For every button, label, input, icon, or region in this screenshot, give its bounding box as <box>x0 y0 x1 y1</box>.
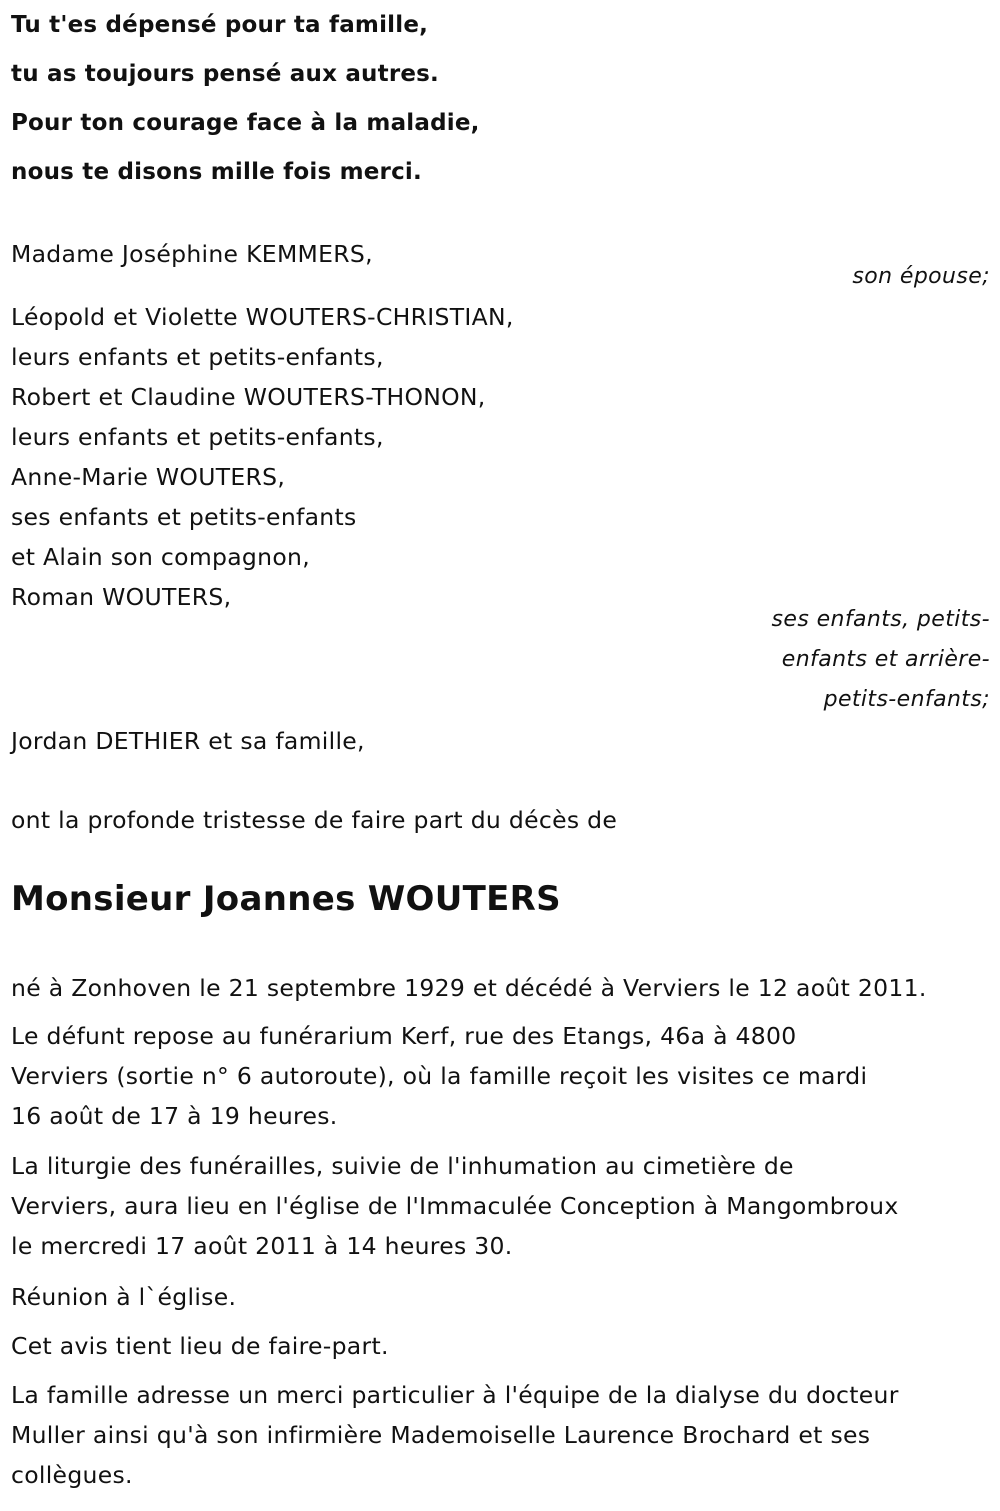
poem-line-4: nous te disons mille fois merci. <box>11 159 422 185</box>
children-relation-line: ses enfants, petits- <box>771 607 990 632</box>
thanks-line: La famille adresse un merci particulier à l'équipe de la dialyse du docteur <box>11 1381 899 1409</box>
children-relation-line: petits-enfants; <box>823 687 990 712</box>
liturgy-line: Verviers, aura lieu en l'église de l'Immaculée Conception à Mangombroux <box>11 1192 899 1220</box>
liturgy-paragraph <box>11 1146 1000 1266</box>
meeting-text: Réunion à l`église. <box>11 1283 237 1311</box>
thanks-line: collègues. <box>11 1461 133 1489</box>
notice-text: Cet avis tient lieu de faire-part. <box>11 1332 389 1360</box>
other-family: Jordan DETHIER et sa famille, <box>11 727 365 755</box>
liturgy-line: La liturgie des funérailles, suivie de l'inhumation au cimetière de <box>11 1152 794 1180</box>
thanks-paragraph <box>11 1375 1000 1495</box>
thanks-line: Muller ainsi qu'à son infirmière Mademoiselle Laurence Brochard et ses <box>11 1421 871 1449</box>
family-line: Léopold et Violette WOUTERS-CHRISTIAN, <box>11 303 514 331</box>
funerarium-line: Verviers (sortie n° 6 autoroute), où la famille reçoit les visites ce mardi <box>11 1062 868 1090</box>
poem-line-3: Pour ton courage face à la maladie, <box>11 110 480 136</box>
spouse-name: Madame Joséphine KEMMERS, <box>11 240 373 268</box>
announcement-text: ont la profonde tristesse de faire part du décès de <box>11 806 618 834</box>
spouse-relation: son épouse; <box>852 264 990 289</box>
family-line: leurs enfants et petits-enfants, <box>11 423 384 451</box>
children-relation-line: enfants et arrière- <box>781 647 990 672</box>
family-line: et Alain son compagnon, <box>11 543 310 571</box>
family-line: Anne-Marie WOUTERS, <box>11 463 286 491</box>
family-line: leurs enfants et petits-enfants, <box>11 343 384 371</box>
funerarium-line: 16 août de 17 à 19 heures. <box>11 1102 338 1130</box>
funerarium-paragraph <box>11 1016 1000 1136</box>
family-line: ses enfants et petits-enfants <box>11 503 357 531</box>
family-line: Roman WOUTERS, <box>11 583 232 611</box>
funerarium-line: Le défunt repose au funérarium Kerf, rue des Etangs, 46a à 4800 <box>11 1022 797 1050</box>
poem-line-2: tu as toujours pensé aux autres. <box>11 61 439 87</box>
poem-line-1: Tu t'es dépensé pour ta famille, <box>11 12 429 38</box>
family-line: Robert et Claudine WOUTERS-THONON, <box>11 383 486 411</box>
birth-death-text: né à Zonhoven le 21 septembre 1929 et décédé à Verviers le 12 août 2011. <box>11 974 927 1002</box>
liturgy-line: le mercredi 17 août 2011 à 14 heures 30. <box>11 1232 513 1260</box>
deceased-name: Monsieur Joannes WOUTERS <box>11 879 561 919</box>
